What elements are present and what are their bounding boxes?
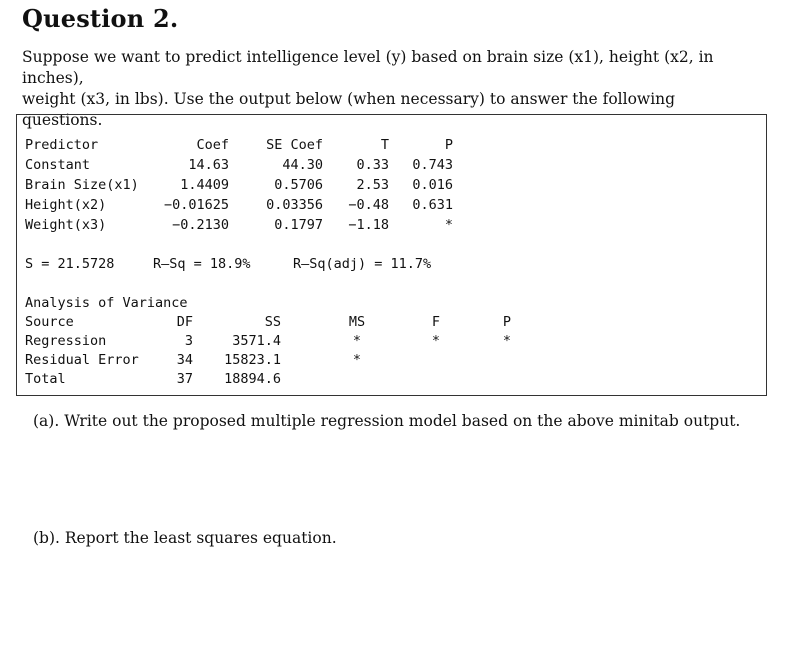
anova-row-df: 3 (184, 333, 193, 349)
anova-row-ss: 18894.6 (224, 371, 281, 387)
question-heading: Question 2. (22, 4, 179, 33)
anova-header-ss: SS (264, 314, 281, 330)
intro-line-2: weight (x3, in lbs). Use the output below (when necessary) to answer the following questions. (22, 90, 676, 129)
table-row-coef: 1.4409 (180, 177, 229, 193)
table-row-se-coef: 0.03356 (266, 197, 323, 213)
table-row-se-coef: 0.1797 (274, 217, 323, 233)
table-row-coef: 14.63 (188, 157, 229, 173)
anova-header-f: F (431, 314, 441, 330)
header-predictor: Predictor (25, 137, 99, 153)
s-value: S = 21.5728 (25, 256, 115, 272)
table-row-t: −0.48 (348, 197, 389, 213)
header-se-coef: SE Coef (266, 137, 323, 153)
table-row-predictor: Weight(x3) (25, 217, 107, 233)
table-row-se-coef: 44.30 (282, 157, 323, 173)
anova-header-p: P (502, 314, 512, 330)
table-row-se-coef: 0.5706 (274, 177, 323, 193)
anova-header-ms: MS (348, 314, 366, 330)
table-row-p: 0.631 (412, 197, 453, 213)
table-row-coef: −0.2130 (172, 217, 229, 233)
table-row-coef: −0.01625 (163, 197, 229, 213)
table-row-p: 0.016 (412, 177, 453, 193)
table-row-predictor: Height(x2) (25, 197, 107, 213)
anova-row-source: Residual Error (25, 352, 139, 368)
anova-row-source: Regression (25, 333, 107, 349)
anova-row-source: Total (25, 371, 66, 387)
anova-row-ms: * (352, 352, 362, 368)
table-row-p: 0.743 (412, 157, 453, 173)
table-row-t: −1.18 (348, 217, 389, 233)
anova-row-ss: 15823.1 (224, 352, 281, 368)
question-a: (a). Write out the proposed multiple regression model based on the above minitab output. (33, 412, 741, 430)
question-b: (b). Report the least squares equation. (33, 529, 337, 547)
anova-row-p: * (502, 333, 512, 349)
anova-row-df: 34 (176, 352, 193, 368)
r-sq-value: R–Sq = 18.9% (153, 256, 251, 272)
anova-row-df: 37 (176, 371, 193, 387)
anova-row-f: * (431, 333, 441, 349)
header-coef: Coef (196, 137, 229, 153)
table-row-t: 2.53 (356, 177, 389, 193)
r-sq-adj-value: R–Sq(adj) = 11.7% (293, 256, 432, 272)
table-row-t: 0.33 (356, 157, 389, 173)
minitab-output-box (16, 114, 767, 396)
anova-row-ss: 3571.4 (232, 333, 281, 349)
header-p: P (444, 137, 453, 153)
anova-header-df: DF (176, 314, 193, 330)
table-row-predictor: Brain Size(x1) (25, 177, 139, 193)
table-row-predictor: Constant (25, 157, 91, 173)
anova-row-ms: * (352, 333, 362, 349)
header-t: T (380, 137, 389, 153)
anova-title: Analysis of Variance (25, 295, 188, 311)
table-row-p: * (444, 217, 453, 233)
anova-header-source: Source (25, 314, 74, 330)
intro-line-1: Suppose we want to predict intelligence level (y) based on brain size (x1), height (x2, in inches), (22, 48, 714, 87)
